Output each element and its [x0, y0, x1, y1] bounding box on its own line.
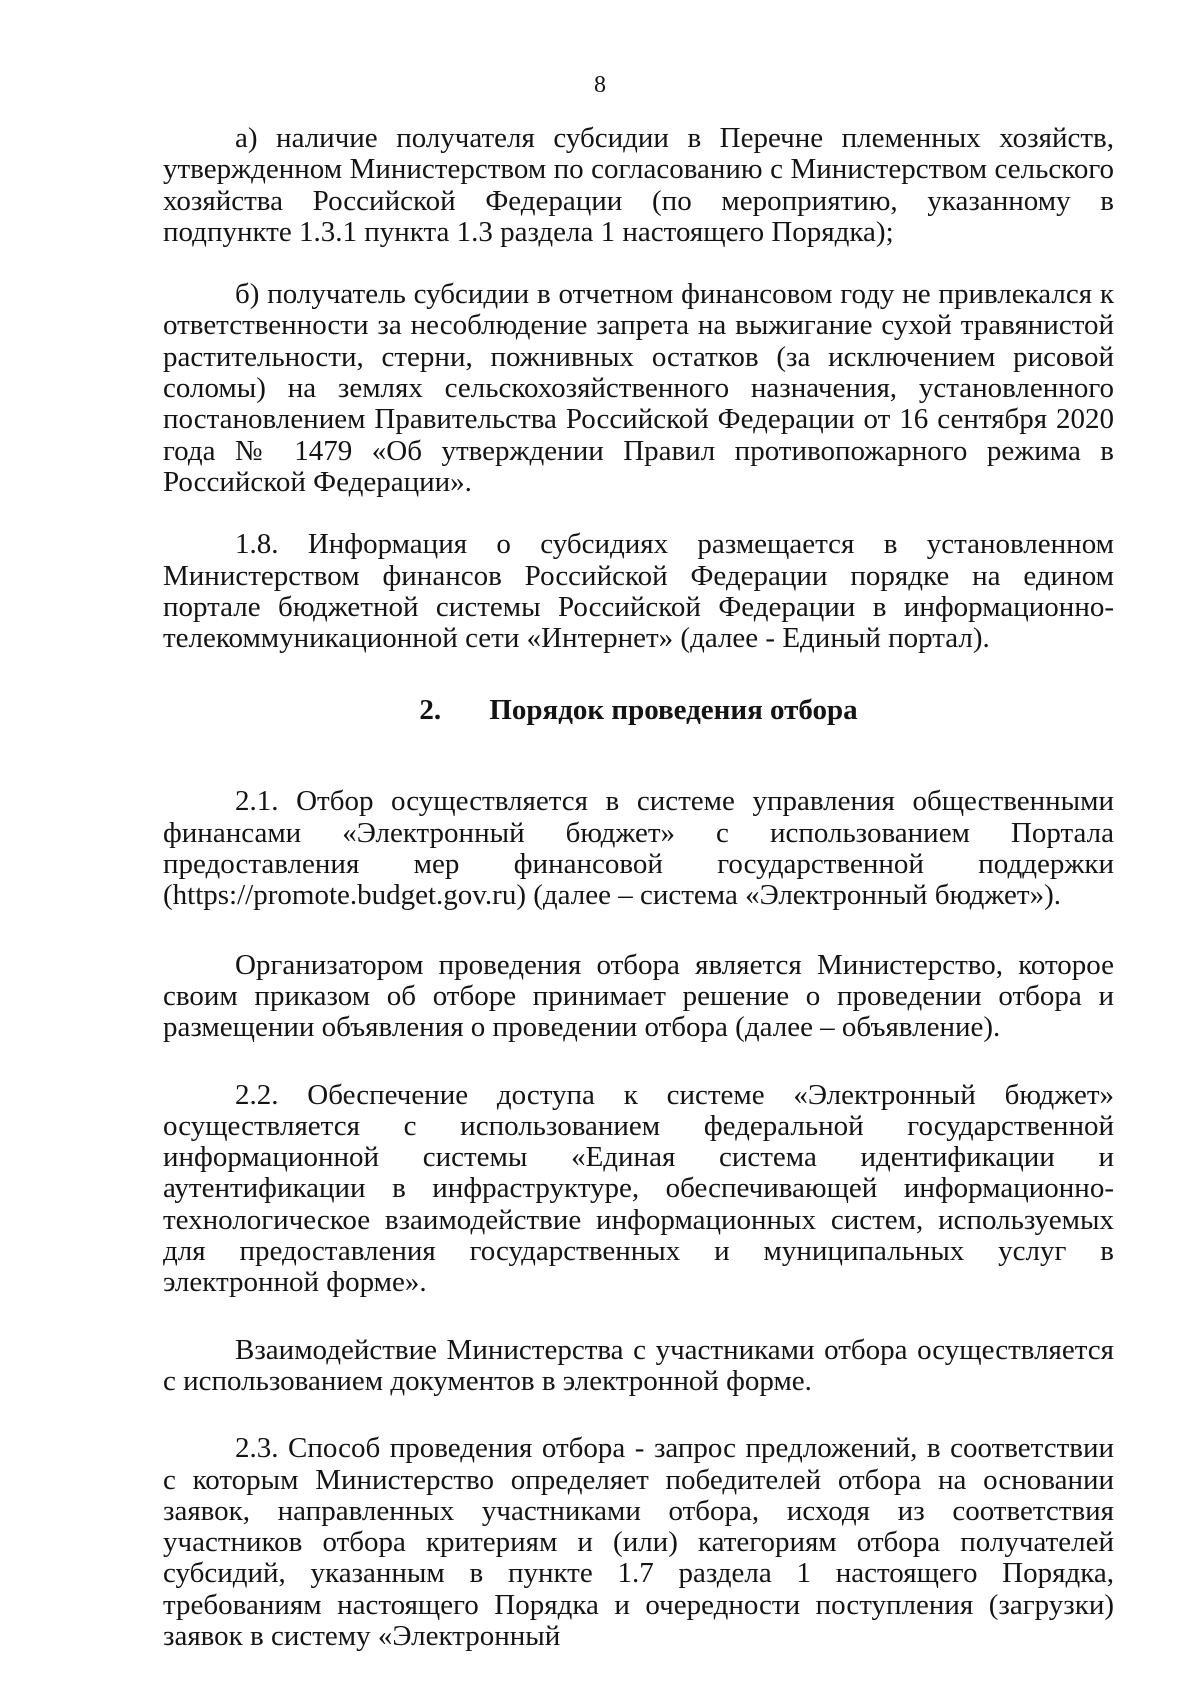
section-heading — [163, 694, 1114, 726]
section-title: Порядок проведения отбора — [489, 694, 858, 727]
page-number: 8 — [594, 72, 606, 98]
section-number: 2. — [419, 694, 442, 727]
document-body — [163, 123, 1114, 1652]
paragraph-item-b: б) получатель субсидии в отчетном финансовом году не привлекался к ответственности за несоблюдение запрета на выжигание сухой травянистой растительности, стерни, пожнивных остатков (за исключением рисовой соломы) на землях сельскохозяйственного назначения, установленного постановлением Правительства Российской Федерации от 16 сентября 2020 года № 1479 «Об утверждении Правил противопожарного режима в Российской Федерации». — [163, 278, 1114, 498]
paragraph-interaction: Взаимодействие Министерства с участниками отбора осуществляется с использованием документов в электронной форме. — [163, 1333, 1114, 1397]
paragraph-2-3: 2.3. Способ проведения отбора - запрос предложений, в соответствии с которым Министерство определяет победителей отбора на основании заявок, направленных участниками отбора, исходя из соответствия участников отбора критериям и (или) категориям отбора получателей субсидий, указанным в пункте 1.7 раздела 1 настоящего Порядка, требованиям настоящего Порядка и очередности поступления (загрузки) заявок в систему «Электронный — [163, 1432, 1114, 1652]
paragraph-2-1: 2.1. Отбор осуществляется в системе управления общественными финансами «Электронный бюджет» с использованием Портала предоставления мер финансовой государственной поддержки (https://promote.budget.gov.ru) (далее – система «Электронный бюджет»). — [163, 785, 1114, 912]
paragraph-organizer: Организатором проведения отбора является Министерство, которое своим приказом об отборе принимает решение о проведении отбора и размещении объявления о проведении отбора (далее – объявление). — [163, 948, 1114, 1044]
paragraph-2-2: 2.2. Обеспечение доступа к системе «Электронный бюджет» осуществляется с использованием федеральной государственной информационной системы «Единая система идентификации и аутентификации в инфраструктуре, обеспечивающей информационно-технологическое взаимодействие информационных систем, используемых для предоставления государственных и муниципальных услуг в электронной форме». — [163, 1078, 1114, 1299]
paragraph-1-8: 1.8. Информация о субсидиях размещается в установленном Министерством финансов Российской Федерации порядке на едином портале бюджетной системы Российской Федерации в информационно-телекоммуникационной сети «Интернет» (далее - Единый портал). — [163, 528, 1114, 655]
paragraph-item-a: а) наличие получателя субсидии в Перечне племенных хозяйств, утвержденном Министерством по согласованию с Министерством сельского хозяйства Российской Федерации (по мероприятию, указанному в подпункте 1.3.1 пункта 1.3 раздела 1 настоящего Порядка); — [163, 122, 1114, 248]
